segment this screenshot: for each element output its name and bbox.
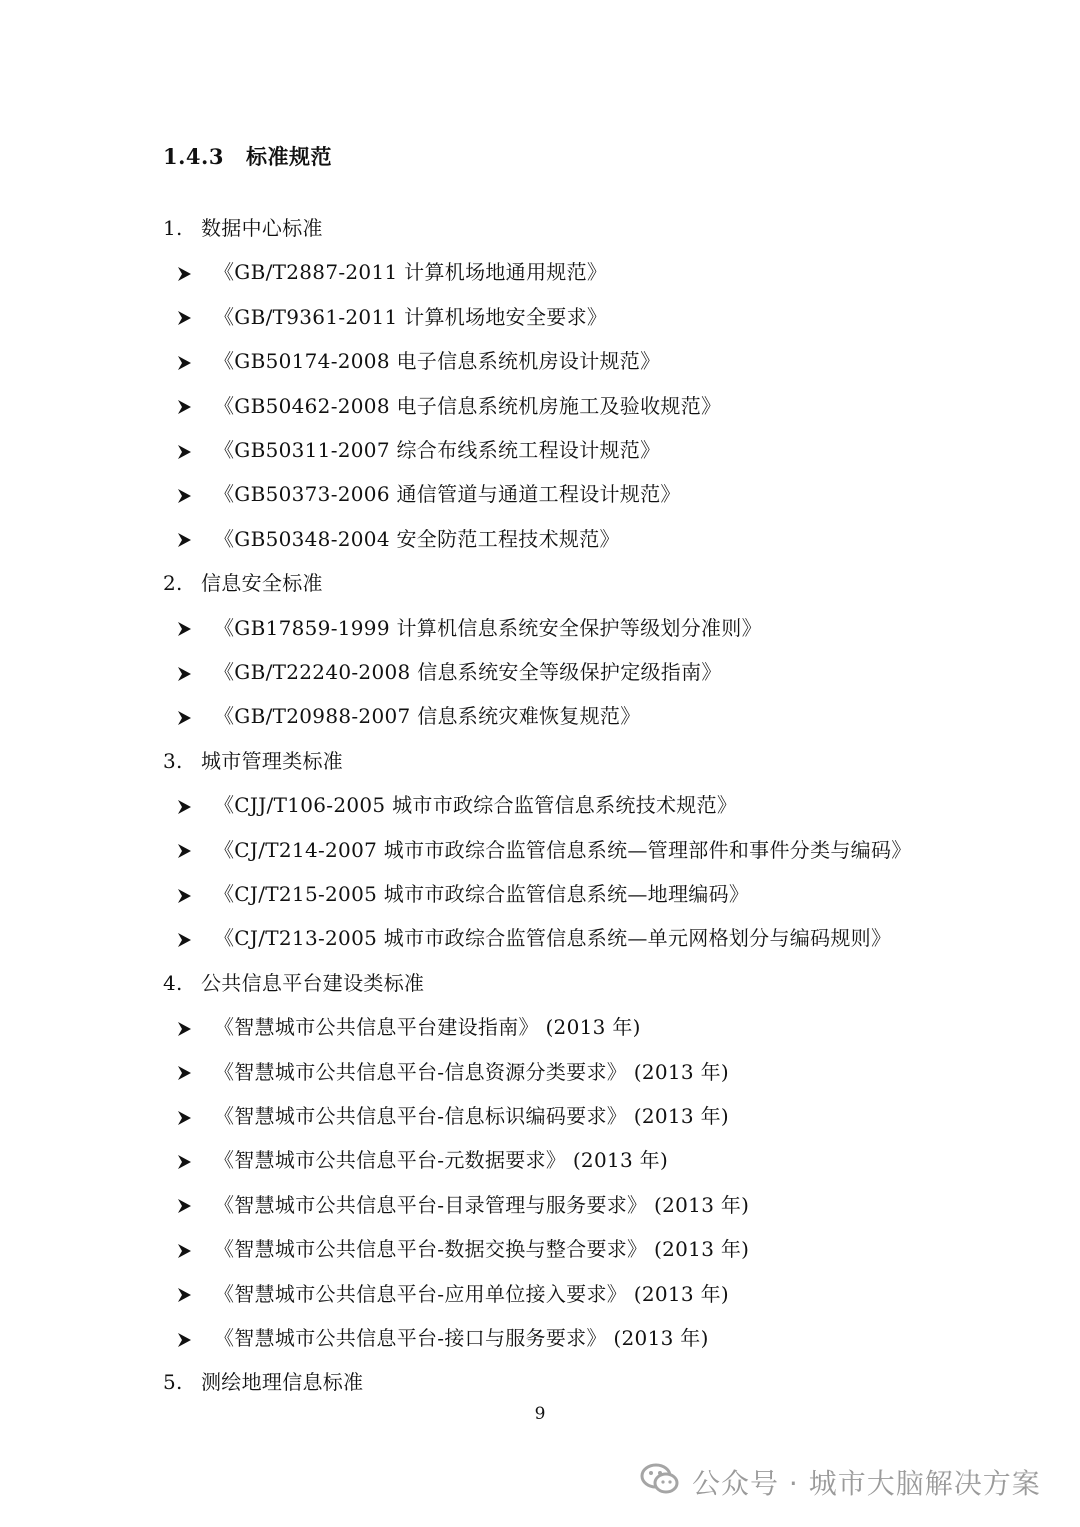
arrow-bullet-icon <box>176 1243 214 1259</box>
arrow-bullet-icon <box>176 355 214 371</box>
list-item-text: 《GB17859-1999 计算机信息系统安全保护等级划分准则》 <box>214 615 762 640</box>
list-item-text: 《智慧城市公共信息平台-目录管理与服务要求》 (2013 年) <box>214 1192 750 1217</box>
list-item <box>176 258 607 286</box>
list-item-text: 《CJ/T214-2007 城市市政综合监管信息系统—管理部件和事件分类与编码》 <box>214 837 912 862</box>
arrow-bullet-icon <box>176 1287 214 1303</box>
arrow-bullet-icon <box>176 1065 214 1081</box>
arrow-bullet-icon <box>176 399 214 415</box>
list-item-text: 《GB50174-2008 电子信息系统机房设计规范》 <box>214 349 661 374</box>
section-number: 4. <box>163 970 183 995</box>
list-item-text: 《GB/T20988-2007 信息系统灾难恢复规范》 <box>214 704 641 729</box>
arrow-bullet-icon <box>176 310 214 326</box>
list-item <box>176 525 620 553</box>
arrow-bullet-icon <box>176 532 214 548</box>
arrow-bullet-icon <box>176 488 214 504</box>
arrow-bullet-icon <box>176 266 214 282</box>
arrow-bullet-icon <box>176 621 214 637</box>
arrow-bullet-icon <box>176 1198 214 1214</box>
list-item <box>176 880 749 908</box>
section-title-text: 信息安全标准 <box>201 571 323 596</box>
section-heading <box>163 141 332 171</box>
list-item <box>176 1324 709 1352</box>
section-title-text: 数据中心标准 <box>201 216 323 240</box>
section-title <box>163 214 323 242</box>
section-title <box>163 1368 363 1396</box>
list-item-text: 《智慧城市公共信息平台建设指南》 (2013 年) <box>214 1015 641 1040</box>
list-item-text: 《智慧城市公共信息平台-接口与服务要求》 (2013 年) <box>214 1326 709 1350</box>
arrow-bullet-icon <box>176 1332 214 1348</box>
arrow-bullet-icon <box>176 799 214 815</box>
section-title-text: 测绘地理信息标准 <box>201 1370 364 1395</box>
list-item-text: 《CJJ/T106-2005 城市市政综合监管信息系统技术规范》 <box>214 793 738 818</box>
section-title-text: 公共信息平台建设类标准 <box>201 970 425 995</box>
watermark <box>640 1460 1041 1504</box>
heading-title: 标准规范 <box>245 144 332 169</box>
list-item <box>176 1146 668 1174</box>
wechat-icon <box>640 1462 680 1503</box>
list-item <box>176 924 891 952</box>
list-item-text: 《智慧城市公共信息平台-应用单位接入要求》 (2013 年) <box>214 1281 729 1306</box>
list-item <box>176 1191 749 1219</box>
arrow-bullet-icon <box>176 666 214 682</box>
section-number: 3. <box>163 748 183 773</box>
arrow-bullet-icon <box>176 1154 214 1170</box>
list-item-text: 《GB/T2887-2011 计算机场地通用规范》 <box>214 260 608 285</box>
arrow-bullet-icon <box>176 843 214 859</box>
arrow-bullet-icon <box>176 1110 214 1126</box>
list-item-text: 《CJ/T213-2005 城市市政综合监管信息系统—单元网格划分与编码规则》 <box>214 926 892 951</box>
section-title <box>163 569 323 597</box>
list-item-text: 《智慧城市公共信息平台-元数据要求》 (2013 年) <box>214 1148 669 1173</box>
list-item <box>176 480 681 508</box>
list-item <box>176 347 660 375</box>
list-item-text: 《GB50311-2007 综合布线系统工程设计规范》 <box>214 438 661 462</box>
arrow-bullet-icon <box>176 710 214 726</box>
section-title <box>163 969 424 997</box>
list-item-text: 《GB/T9361-2011 计算机场地安全要求》 <box>214 304 608 329</box>
list-item-text: 《GB50348-2004 安全防范工程技术规范》 <box>214 526 620 551</box>
list-item <box>176 303 607 331</box>
list-item <box>176 614 762 642</box>
heading-number: 1.4.3 <box>163 144 224 169</box>
arrow-bullet-icon <box>176 932 214 948</box>
watermark-text: 公众号 · 城市大脑解决方案 <box>692 1467 1041 1500</box>
section-title-text: 城市管理类标准 <box>201 748 344 773</box>
list-item <box>176 392 721 420</box>
list-item <box>176 658 722 686</box>
list-item <box>176 1280 729 1308</box>
list-item-text: 《GB50462-2008 电子信息系统机房施工及验收规范》 <box>214 393 722 418</box>
list-item <box>176 836 912 864</box>
list-item <box>176 1058 729 1086</box>
list-item <box>176 791 737 819</box>
list-item-text: 《智慧城市公共信息平台-信息资源分类要求》 (2013 年) <box>214 1059 729 1084</box>
list-item-text: 《GB/T22240-2008 信息系统安全等级保护定级指南》 <box>214 660 722 684</box>
arrow-bullet-icon <box>176 888 214 904</box>
section-number: 1. <box>163 216 183 240</box>
list-item <box>176 1102 729 1130</box>
list-item-text: 《CJ/T215-2005 城市市政综合监管信息系统—地理编码》 <box>214 882 750 906</box>
arrow-bullet-icon <box>176 444 214 460</box>
section-title <box>163 747 343 775</box>
arrow-bullet-icon <box>176 1021 214 1037</box>
list-item-text: 《智慧城市公共信息平台-数据交换与整合要求》 (2013 年) <box>214 1237 750 1262</box>
section-number: 2. <box>163 571 183 596</box>
list-item <box>176 1235 749 1263</box>
list-item-text: 《GB50373-2006 通信管道与通道工程设计规范》 <box>214 482 681 507</box>
section-number: 5. <box>163 1370 183 1395</box>
list-item <box>176 1013 641 1041</box>
list-item-text: 《智慧城市公共信息平台-信息标识编码要求》 (2013 年) <box>214 1104 729 1128</box>
list-item <box>176 702 641 730</box>
page-number: 9 <box>534 1404 546 1424</box>
list-item <box>176 436 660 464</box>
